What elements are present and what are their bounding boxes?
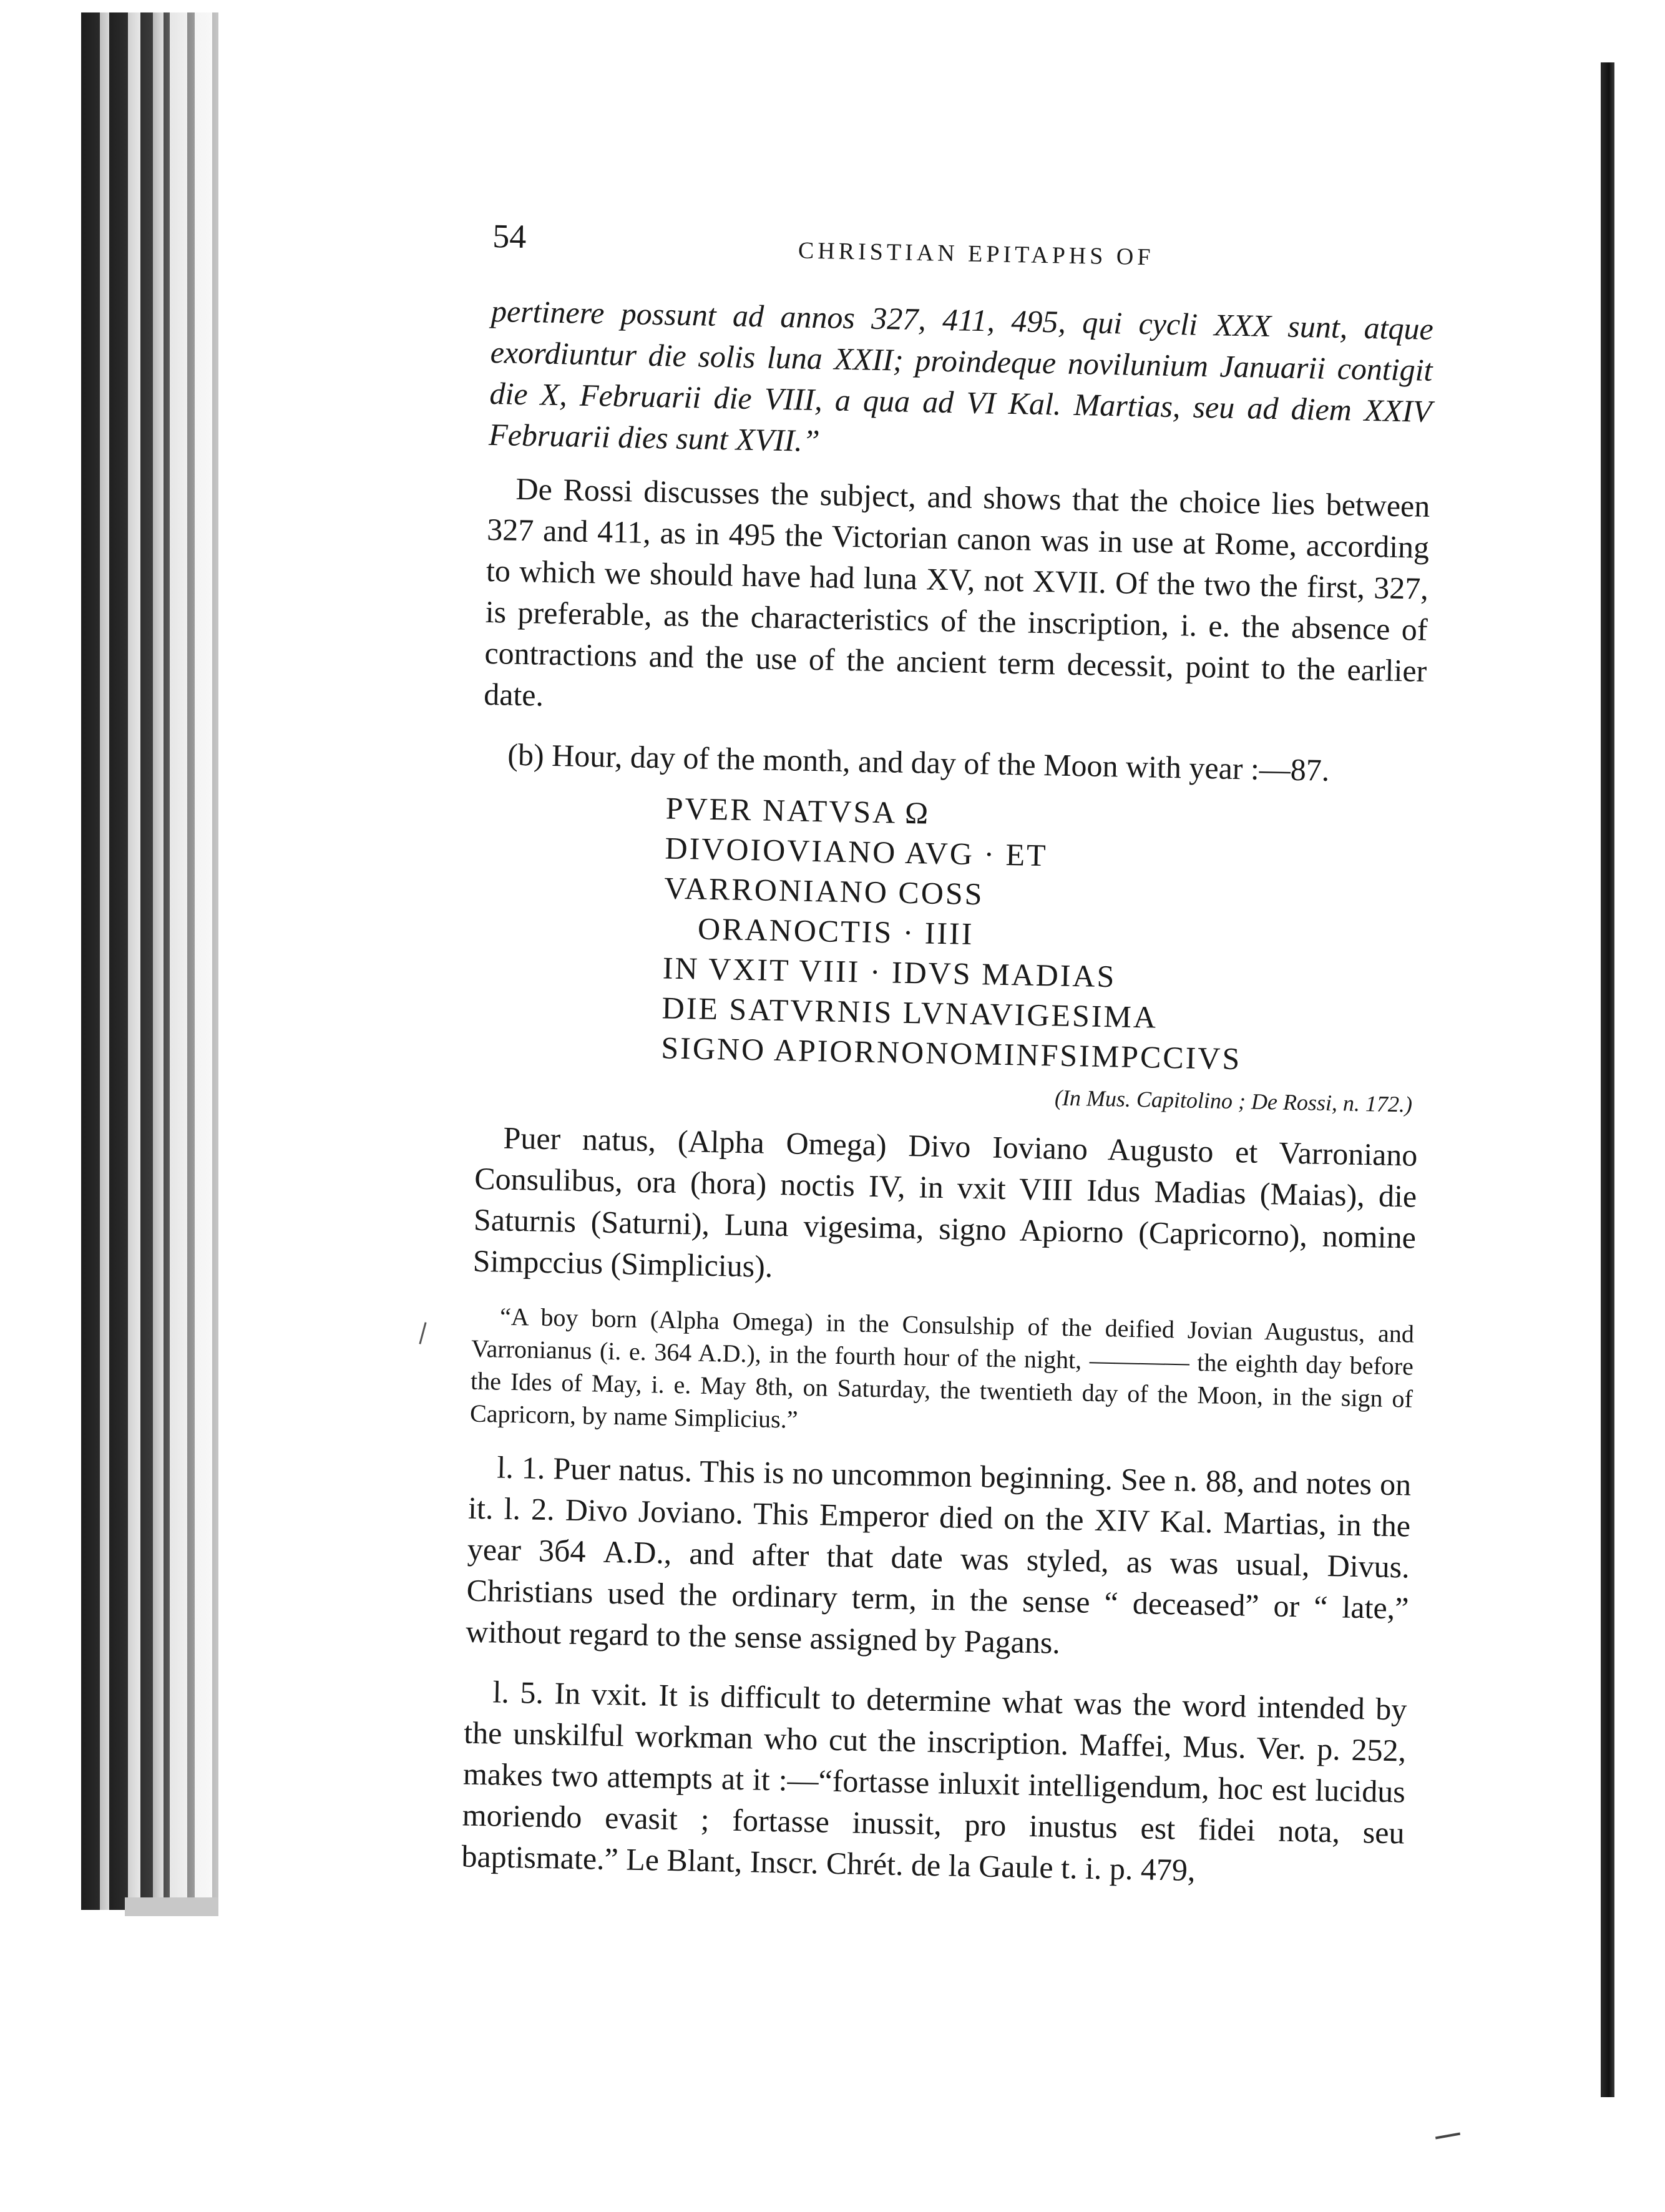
binding-bottom-gap bbox=[81, 1910, 218, 2212]
inscription-line: VARRONIANO COSS bbox=[663, 870, 985, 912]
english-translation: “A boy born (Alpha Omega) in the Consulship of the deified Jovian Augustus, and Varronianus (i. e. 364 A.D.), in the fourth hour of the night, ———— the eighth day before the Ides of May, i. e. May 8th, on Saturday, the twentieth day of the Moon, in the sign of Capricorn, by name Simplicius.” bbox=[469, 1302, 1415, 1434]
paragraph-de-rossi: De Rossi discusses the subject, and shows that the choice lies between 327 and 411, as in 495 the Victorian canon was in use at Rome, according to which we should have had luna XV, not XVII. Of the two the first, 327, is preferable, as the characteristics of the inscription, i. e. the absence of contractions and the use of the ancient term decessit, point to the earlier date. bbox=[483, 471, 1430, 713]
note-line-5: l. 5. In vxit. It is difficult to determine what was the word intended by the unskilful workman who cut the inscription. Maffei, Mus. Ver. p. 252, makes two attempts at it :—“fortasse inluxit intelligendum, hoc est lucidus moriendo evasit ; fortasse inussit, pro inustus est fidei nota, seu baptismate.” Le Blant, Inscr. Chrét. de la Gaule t. i. p. 479, bbox=[461, 1674, 1407, 1888]
inscription-line: SIGNO APIORNONOMINFSIMPCCIVS bbox=[660, 1030, 1242, 1077]
latin-reading: Puer natus, (Alpha Omega) Divo Ioviano Augusto et Varroniano Consulibus, ora (hora) noctis IV, in vxit VIII Idus Madias (Maias), die Saturnis (Saturni), Luna vigesima, signo Apiorno (Capricorno), nomine Simpccius (Simplicius). bbox=[472, 1120, 1418, 1284]
inscription bbox=[661, 788, 1424, 1082]
book-binding-edge bbox=[0, 0, 218, 2212]
latin-quote-continuation: pertinere possunt ad annos 327, 411, 495, qui cycli XXX sunt, atque exordiuntur die solis luna XXII; proindeque novilunium Januarii contigit die X, Februarii die VIII, a qua ad VI Kal. Martias, seu ad diem XXIV Februarii dies sunt XVII.” bbox=[488, 293, 1434, 459]
binding-bottom-shadow bbox=[125, 1897, 218, 1916]
binding-top-gap bbox=[81, 0, 218, 12]
running-head: CHRISTIAN EPITAPHS OF bbox=[798, 237, 1155, 271]
section-b-heading: (b) Hour, day of the month, and day of the Moon with year :—87. bbox=[507, 737, 1330, 788]
inscription-line: DIVOIOVIANO AVG · ET bbox=[665, 830, 1048, 873]
page-header bbox=[492, 215, 1435, 283]
page-text-block bbox=[461, 215, 1435, 1894]
note-line-1-2: l. 1. Puer natus. This is no uncommon beginning. See n. 88, and notes on it. l. 2. Divo Joviano. This Emperor died on the XIV Kal. Martias, in the year 3б4 A.D., and after that date was styled, as was usual, Divus. Christians used the ordinary term, in the sense “ deceased” or “ late,” without regard to the sense assigned by Pagans. bbox=[465, 1449, 1412, 1660]
page-number: 54 bbox=[492, 217, 527, 256]
inscription-line: DIE SATVRNIS LVNAVIGESIMA bbox=[662, 990, 1158, 1035]
margin-mark bbox=[419, 1322, 426, 1344]
inscription-line: ORANOCTIS · IIII bbox=[697, 911, 974, 951]
inscription-line: PVER NATVSA Ω bbox=[665, 790, 930, 831]
corner-mark bbox=[1435, 2133, 1460, 2140]
inscription-line: IN VXIT VIII · IDVS MADIAS bbox=[662, 950, 1116, 994]
right-page-edge bbox=[1601, 62, 1614, 2097]
source-citation: (In Mus. Capitolino ; De Rossi, n. 172.) bbox=[1054, 1085, 1413, 1117]
